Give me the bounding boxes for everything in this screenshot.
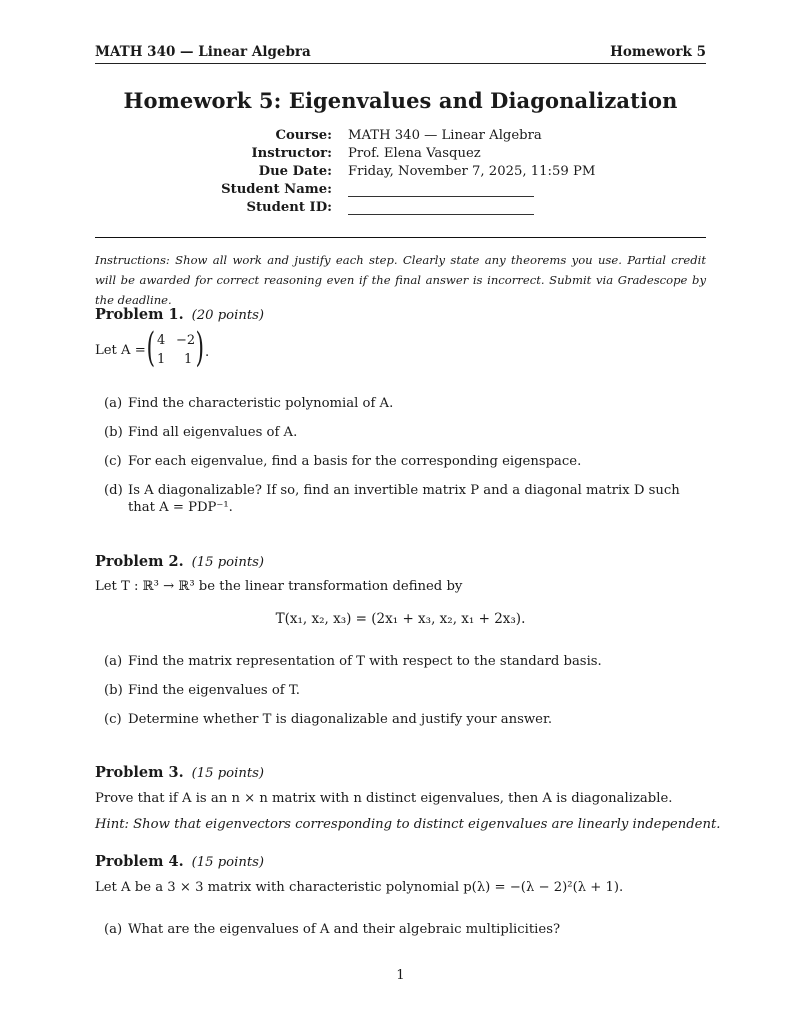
problem-1-part-b <box>104 424 706 441</box>
due-date-value: Friday, November 7, 2025, 11:59 PM <box>348 164 596 179</box>
problem-1-part-c <box>104 453 706 470</box>
document-title: Homework 5: Eigenvalues and Diagonalization <box>123 88 678 113</box>
header-course: MATH 340 — Linear Algebra <box>95 44 311 60</box>
meta-row-due-date <box>95 164 706 182</box>
problem-2-part-c <box>104 711 706 728</box>
student-id-label: Student ID: <box>246 200 332 215</box>
part-text: Find all eigenvalues of A. <box>128 425 298 440</box>
problem-2-heading <box>95 553 264 570</box>
matrix-period: . <box>205 345 210 360</box>
problem-1-points: (20 points) <box>191 308 265 323</box>
course-label: Course: <box>275 128 332 143</box>
problem-1-heading <box>95 306 264 323</box>
part-label: (d) <box>104 483 123 498</box>
problem-2-intro: Let T : ℝ³ → ℝ³ be the linear transformation defined by <box>95 579 463 594</box>
problem-3-title: Problem 3. <box>95 764 184 781</box>
student-name-blank[interactable] <box>348 196 534 197</box>
student-id-blank[interactable] <box>348 214 534 215</box>
meta-row-student-name <box>95 182 706 200</box>
part-label: (c) <box>104 454 122 469</box>
meta-row-course <box>95 128 706 146</box>
matrix-a12: −2 <box>176 333 196 348</box>
problem-1-title: Problem 1. <box>95 306 184 323</box>
due-date-label: Due Date: <box>258 164 332 179</box>
problem-2-part-b <box>104 682 706 699</box>
part-label: (a) <box>104 922 123 937</box>
instructions-text: Instructions: Show all work and justify each step. Clearly state any theorems you use. Partial credit will be awarded for correct reasoning even if the final answer is incorrect. Submit via Gradescope by the deadline. <box>95 253 706 307</box>
instructor-value: Prof. Elena Vasquez <box>348 146 481 161</box>
right-paren: ) <box>195 325 205 371</box>
running-header <box>95 44 706 60</box>
part-label: (b) <box>104 425 123 440</box>
left-paren: ( <box>146 325 156 371</box>
problem-3-points: (15 points) <box>191 766 265 781</box>
matrix-a22: 1 <box>184 352 193 367</box>
problem-2-part-a <box>104 653 706 670</box>
part-label: (a) <box>104 396 123 411</box>
course-value: MATH 340 — Linear Algebra <box>348 128 542 143</box>
problem-4-heading <box>95 853 264 870</box>
header-rule <box>95 63 706 64</box>
problem-1-part-a <box>104 395 706 412</box>
matrix-a21: 1 <box>157 352 166 367</box>
part-text: Find the matrix representation of T with respect to the standard basis. <box>128 654 602 669</box>
problem-3-heading <box>95 764 264 781</box>
meta-row-instructor <box>95 146 706 164</box>
part-text: Find the eigenvalues of T. <box>128 683 300 698</box>
page-number: 1 <box>396 968 405 983</box>
part-label: (a) <box>104 654 123 669</box>
part-text: What are the eigenvalues of A and their algebraic multiplicities? <box>128 922 561 937</box>
part-text: For each eigenvalue, find a basis for the corresponding eigenspace. <box>128 454 582 469</box>
student-name-label: Student Name: <box>221 182 332 197</box>
meta-row-student-id <box>95 200 706 218</box>
section-divider <box>95 237 706 238</box>
problem-1-part-d <box>104 482 706 516</box>
matrix-a11: 4 <box>157 333 166 348</box>
part-text: Find the characteristic polynomial of A. <box>128 396 394 411</box>
problem-2-equation: T(x₁, x₂, x₃) = (2x₁ + x₃, x₂, x₁ + 2x₃). <box>275 611 526 627</box>
part-label: (c) <box>104 712 122 727</box>
header-assignment: Homework 5 <box>610 44 706 60</box>
problem-3-statement: Prove that if A is an n × n matrix with n distinct eigenvalues, then A is diagonalizable. <box>95 791 673 806</box>
problem-2-title: Problem 2. <box>95 553 184 570</box>
problem-4-title: Problem 4. <box>95 853 184 870</box>
problem-2-points: (15 points) <box>191 555 265 570</box>
problem-4-points: (15 points) <box>191 855 265 870</box>
problem-1-intro: Let A = <box>95 343 146 358</box>
part-text: Is A diagonalizable? If so, find an invertible matrix P and a diagonal matrix D such that A = PDP⁻¹. <box>128 483 680 515</box>
instructor-label: Instructor: <box>251 146 332 161</box>
part-text: Determine whether T is diagonalizable and justify your answer. <box>128 712 553 727</box>
problem-3-hint: Hint: Show that eigenvectors corresponding to distinct eigenvalues are linearly independent. <box>95 817 721 832</box>
problem-4-statement: Let A be a 3 × 3 matrix with characteristic polynomial p(λ) = −(λ − 2)²(λ + 1). <box>95 880 624 895</box>
part-label: (b) <box>104 683 123 698</box>
problem-4-part-a <box>104 921 706 938</box>
